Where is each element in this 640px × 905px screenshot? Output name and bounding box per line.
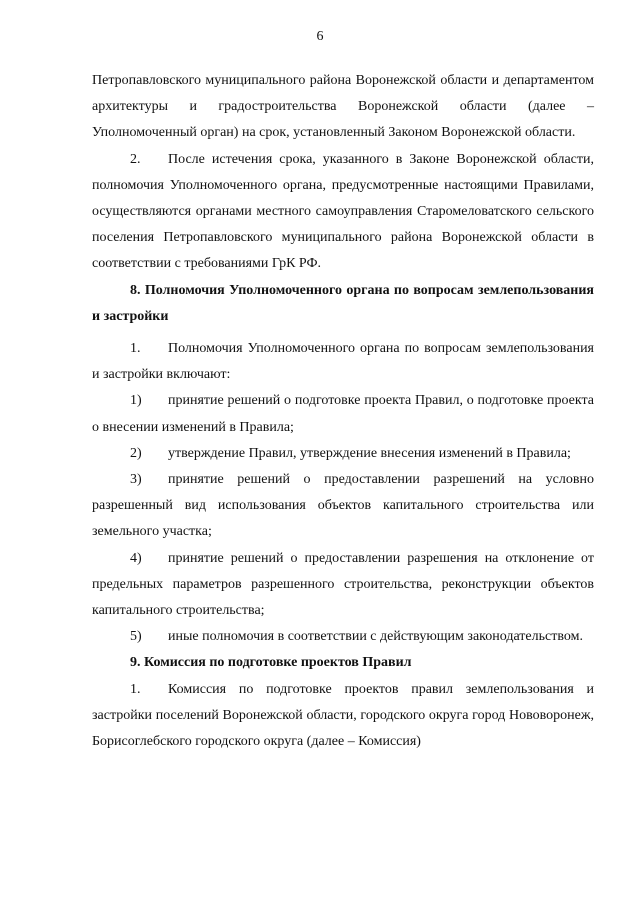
list-item-text: принятие решений о предоставлении разрешений на условно разрешенный вид использования объектов капитального строительства или земельного участка;	[92, 472, 594, 540]
paragraph-text: Полномочия Уполномоченного органа по вопросам землепользования и застройки включают:	[92, 341, 594, 383]
paragraph-number: 2.	[130, 151, 141, 167]
paragraph-2	[92, 147, 594, 278]
list-item-text: принятие решений о подготовке проекта Правил, о подготовке проекта о внесении изменений в Правила;	[92, 393, 594, 435]
section-8-paragraph-1	[92, 336, 594, 388]
section-heading-8: 8. Полномочия Уполномоченного органа по вопросам землепользования и застройки	[92, 282, 594, 324]
list-item-text: утверждение Правил, утверждение внесения изменений в Правила;	[168, 445, 571, 461]
list-item-5	[92, 624, 594, 650]
list-item-3	[92, 467, 594, 546]
list-item-number: 5)	[130, 629, 142, 645]
paragraph-number: 1.	[130, 341, 141, 357]
paragraph-continuation	[92, 68, 594, 147]
paragraph-text: Петропавловского муниципального района Воронежской области и департаментом архитектуры и градостроительства Воронежской области (далее – Уполномоченный орган) на срок, установленный Законом Воронежской области.	[92, 73, 594, 141]
list-item-number: 2)	[130, 445, 142, 461]
page-number: 6	[316, 29, 324, 44]
list-item-text: принятие решений о предоставлении разрешения на отклонение от предельных параметров разрешенного строительства, реконструкции объектов капитального строительства;	[92, 550, 594, 619]
list-item-4	[92, 546, 594, 625]
list-item-text: иные полномочия в соответствии с действующим законодательством.	[168, 629, 583, 645]
paragraph-text: После истечения срока, указанного в Законе Воронежской области, полномочия Уполномоченного органа, предусмотренные настоящими Правилами, осуществляются органами местного самоуправления Старомеловатского сельского поселения Петропавловского муниципального района Воронежской области в соответствии с требованиями ГрК РФ.	[92, 151, 594, 272]
section-heading-9: 9. Комиссия по подготовке проектов Правил	[130, 655, 412, 671]
list-item-1	[92, 388, 594, 440]
list-item-number: 3)	[130, 472, 142, 488]
section-9-paragraph-1	[92, 677, 594, 756]
list-item-number: 4)	[130, 550, 142, 566]
list-item-2	[92, 441, 594, 467]
paragraph-number: 1.	[130, 681, 141, 697]
document-body	[92, 68, 594, 755]
paragraph-text: Комиссия по подготовке проектов правил землепользования и застройки поселений Воронежской области, городского округа город Нововоронеж, Борисоглебского городского округа (далее – Комиссия)	[92, 681, 594, 750]
list-item-number: 1)	[130, 393, 142, 409]
